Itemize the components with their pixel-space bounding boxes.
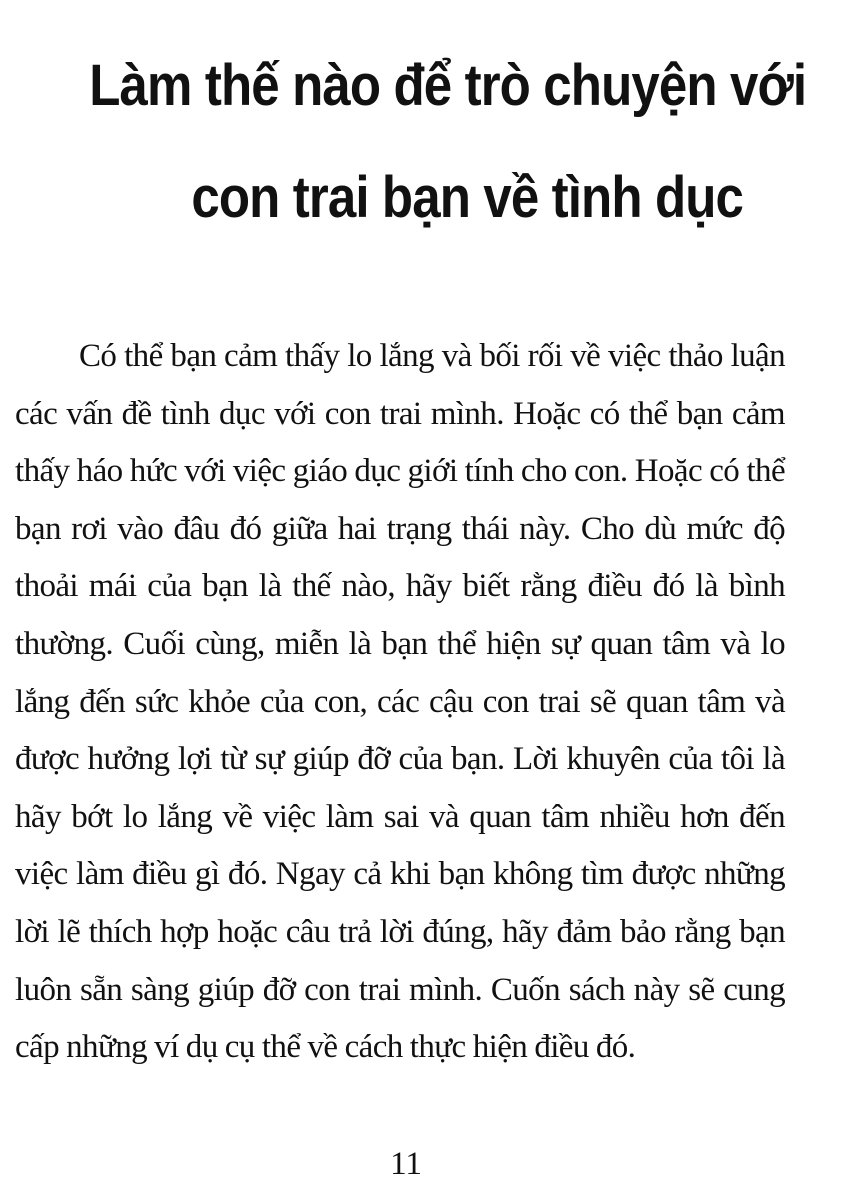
body-paragraph: Có thể bạn cảm thấy lo lắng và bối rối về việc thảo luận các vấn đề tình dục với con trai mình. Hoặc có thể bạn cảm thấy háo hức với việc giáo dục giới tính cho con. Hoặc có thể bạn rơi vào đâu đó giữa hai trạng thái này. Cho dù mức độ thoải mái của bạn là thế nào, hãy biết rằng điều đó là bình thường. Cuối cùng, miễn là bạn thể hiện sự quan tâm và lo lắng đến sức khỏe của con, các cậu con trai sẽ quan tâm và được hưởng lợi từ sự giúp đỡ của bạn. Lời khuyên của tôi là hãy bớt lo lắng về việc làm sai và quan tâm nhiều hơn đến việc làm điều gì đó. Ngay cả khi bạn không tìm được những lời lẽ thích hợp hoặc câu trả lời đúng, hãy đảm bảo rằng bạn luôn sẵn sàng giúp đỡ con trai mình. Cuốn sách này sẽ cung cấp những ví dụ cụ thể về cách thực hiện điều đó. bbox=[15, 338, 785, 1066]
page-number: 11 bbox=[390, 1146, 422, 1182]
chapter-title-line-2: con trai bạn về tình dục bbox=[191, 165, 744, 230]
chapter-title bbox=[51, 30, 807, 254]
chapter-title-line-1: Làm thế nào để trò chuyện với bbox=[89, 53, 807, 118]
